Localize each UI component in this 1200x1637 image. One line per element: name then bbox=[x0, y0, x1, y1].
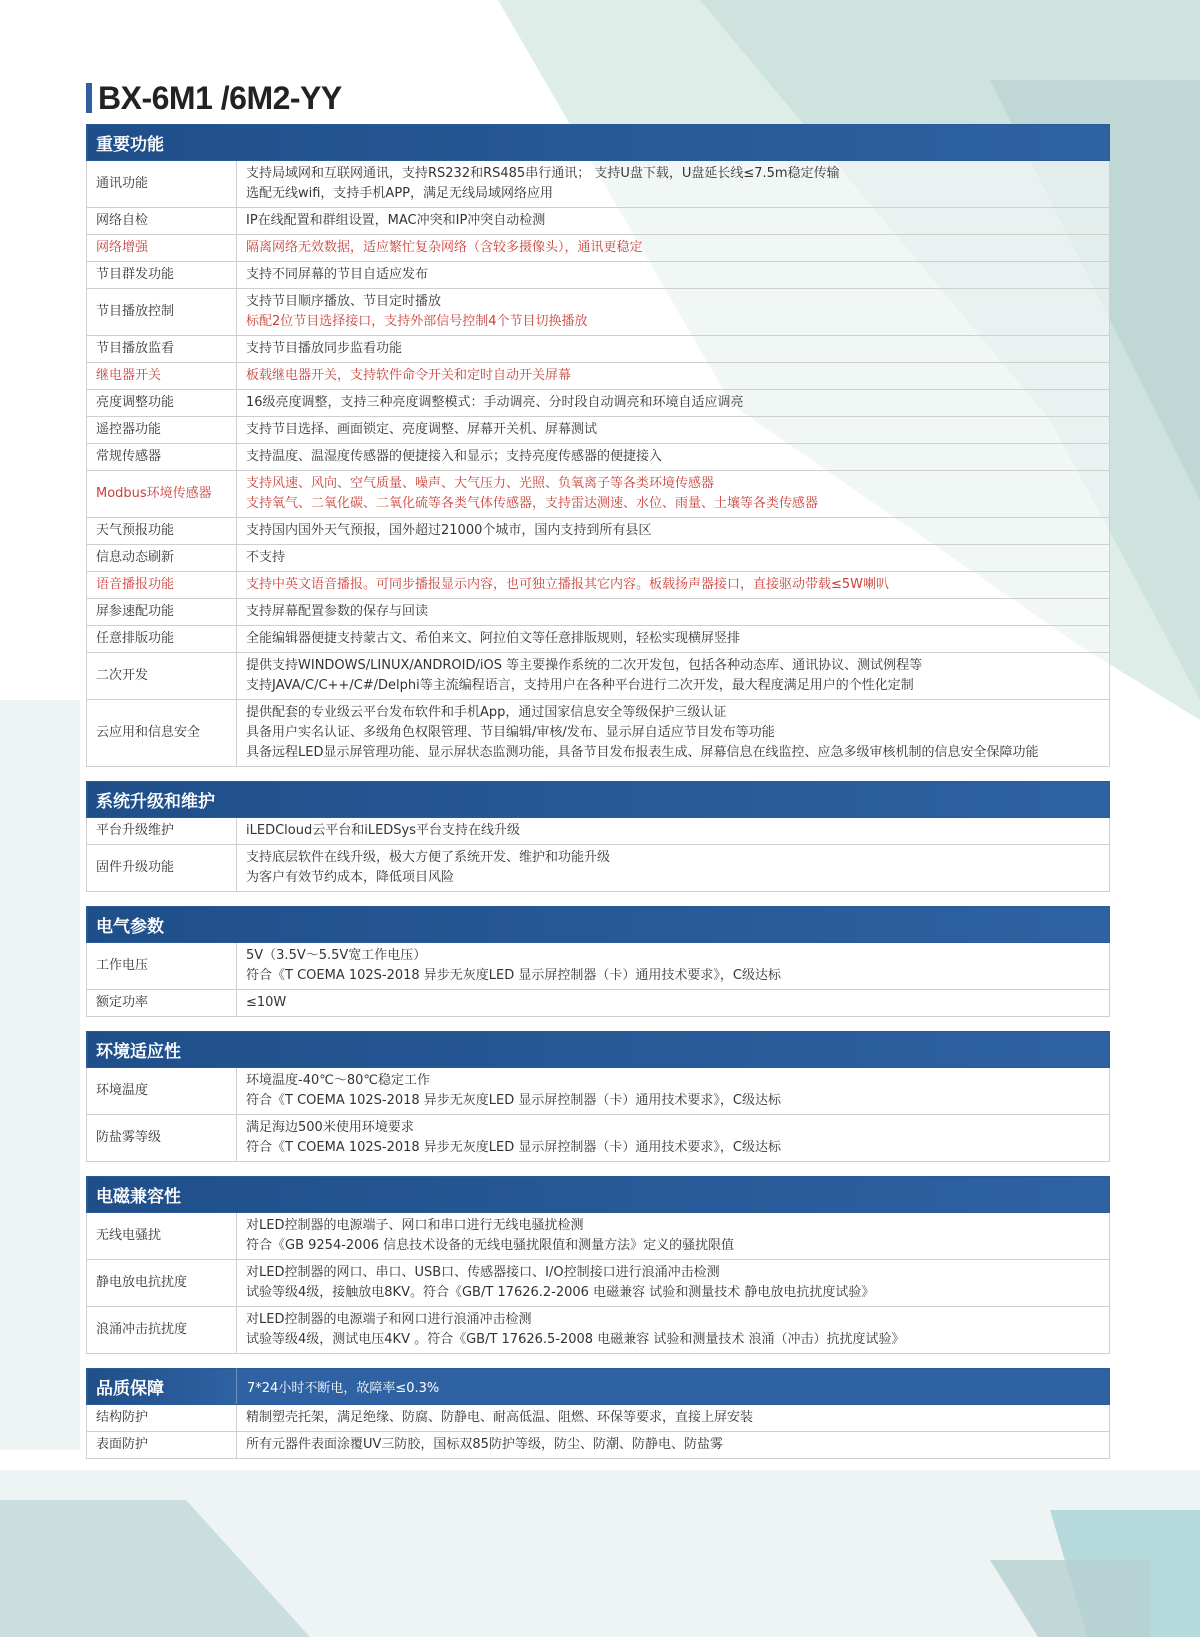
row-value bbox=[237, 845, 1110, 892]
value-line: 具备用户实名认证、多级角色权限管理、节目编辑/审核/发布、显示屏自适应节目发布等功能 bbox=[246, 725, 775, 740]
row-label: 固件升级功能 bbox=[87, 845, 237, 892]
row-value bbox=[237, 1405, 1110, 1432]
section-system-upgrade bbox=[86, 781, 1110, 892]
value-line: 符合《T COEMA 102S-2018 异步无灰度LED 显示屏控制器（卡）通用技术要求》，C级达标 bbox=[246, 968, 781, 983]
row-value bbox=[237, 599, 1110, 626]
row-label: 二次开发 bbox=[87, 653, 237, 700]
title-accent-bar bbox=[86, 83, 92, 113]
section-important-features bbox=[86, 124, 1110, 767]
value-line: 提供支持WINDOWS/LINUX/ANDROID/iOS 等主要操作系统的二次开发包，包括各种动态库、通讯协议、测试例程等 bbox=[246, 658, 923, 673]
section-heading: 电磁兼容性 bbox=[87, 1177, 1110, 1213]
value-line: 全能编辑器便捷支持蒙古文、希伯来文、阿拉伯文等任意排版规则，轻松实现横屏竖排 bbox=[246, 631, 741, 646]
row-value bbox=[237, 417, 1110, 444]
row-label: 亮度调整功能 bbox=[87, 390, 237, 417]
row-label: 继电器开关 bbox=[87, 363, 237, 390]
value-line: 板载继电器开关，支持软件命令开关和定时自动开关屏幕 bbox=[246, 368, 572, 383]
table-row bbox=[87, 700, 1110, 767]
table-row bbox=[87, 289, 1110, 336]
value-line: 对LED控制器的电源端子和网口进行浪涌冲击检测 bbox=[246, 1312, 532, 1327]
value-line: 支持国内国外天气预报，国外超过21000个城市，国内支持到所有县区 bbox=[246, 523, 652, 538]
section-heading: 环境适应性 bbox=[87, 1032, 1110, 1068]
row-value bbox=[237, 653, 1110, 700]
table-row bbox=[87, 545, 1110, 572]
row-label: 任意排版功能 bbox=[87, 626, 237, 653]
row-label: 节目播放监看 bbox=[87, 336, 237, 363]
value-line: 支持氧气、二氧化碳、二氧化硫等各类气体传感器，支持雷达测速、水位、雨量、土壤等各类传感器 bbox=[246, 496, 819, 511]
row-label: 遥控器功能 bbox=[87, 417, 237, 444]
section-heading: 重要功能 bbox=[87, 125, 1110, 161]
section-heading: 电气参数 bbox=[87, 907, 1110, 943]
value-line: 隔离网络无效数据，适应繁忙复杂网络（含较多摄像头），通讯更稳定 bbox=[246, 240, 643, 255]
value-line: 环境温度-40℃～80℃稳定工作 bbox=[246, 1073, 430, 1088]
row-value bbox=[237, 471, 1110, 518]
value-line: 所有元器件表面涂覆UV三防胶，国标双85防护等级，防尘、防潮、防静电、防盐雾 bbox=[246, 1437, 723, 1452]
value-line: 16级亮度调整，支持三种亮度调整模式：手动调亮、分时段自动调亮和环境自适应调亮 bbox=[246, 395, 744, 410]
row-value bbox=[237, 444, 1110, 471]
section-electrical bbox=[86, 906, 1110, 1017]
section-quality bbox=[86, 1368, 1110, 1459]
row-label: 防盐雾等级 bbox=[87, 1115, 237, 1162]
row-label: 常规传感器 bbox=[87, 444, 237, 471]
table-row bbox=[87, 208, 1110, 235]
row-label: 语音播报功能 bbox=[87, 572, 237, 599]
table-row bbox=[87, 444, 1110, 471]
table-row bbox=[87, 1307, 1110, 1354]
row-label: 平台升级维护 bbox=[87, 818, 237, 845]
row-value bbox=[237, 1432, 1110, 1459]
row-value bbox=[237, 289, 1110, 336]
table-row bbox=[87, 626, 1110, 653]
row-value bbox=[237, 336, 1110, 363]
table-row-highlight bbox=[87, 471, 1110, 518]
value-line: 对LED控制器的电源端子、网口和串口进行无线电骚扰检测 bbox=[246, 1218, 584, 1233]
value-line: 支持节目顺序播放、节目定时播放 bbox=[246, 294, 442, 309]
row-value bbox=[237, 1115, 1110, 1162]
row-label: 工作电压 bbox=[87, 943, 237, 990]
value-line: 支持局域网和互联网通讯，支持RS232和RS485串行通讯； 支持U盘下载，U盘延长线≤7.5m稳定传输 bbox=[246, 166, 840, 181]
row-label: 表面防护 bbox=[87, 1432, 237, 1459]
row-value bbox=[237, 572, 1110, 599]
row-value bbox=[237, 161, 1110, 208]
row-value bbox=[237, 700, 1110, 767]
value-line: 支持温度、温湿度传感器的便捷接入和显示；支持亮度传感器的便捷接入 bbox=[246, 449, 663, 464]
table-row bbox=[87, 1213, 1110, 1260]
value-line: 符合《T COEMA 102S-2018 异步无灰度LED 显示屏控制器（卡）通用技术要求》，C级达标 bbox=[246, 1093, 781, 1108]
row-label: 网络增强 bbox=[87, 235, 237, 262]
value-line: 选配无线wifi，支持手机APP，满足无线局域网络应用 bbox=[246, 186, 554, 201]
value-line: 不支持 bbox=[246, 550, 286, 565]
row-value bbox=[237, 1307, 1110, 1354]
table-row bbox=[87, 653, 1110, 700]
row-value bbox=[237, 208, 1110, 235]
value-line: 提供配套的专业级云平台发布软件和手机App，通过国家信息安全等级保护三级认证 bbox=[246, 705, 727, 720]
table-row bbox=[87, 262, 1110, 289]
value-line: IP在线配置和群组设置，MAC冲突和IP冲突自动检测 bbox=[246, 213, 546, 228]
row-label: 屏参速配功能 bbox=[87, 599, 237, 626]
value-line: 对LED控制器的网口、串口、USB口、传感器接口、I/O控制接口进行浪涌冲击检测 bbox=[246, 1265, 720, 1280]
value-line: 支持底层软件在线升级，极大方便了系统开发、维护和功能升级 bbox=[246, 850, 611, 865]
value-line: 满足海边500米使用环境要求 bbox=[246, 1120, 414, 1135]
row-label: 结构防护 bbox=[87, 1405, 237, 1432]
value-line: 符合《GB 9254-2006 信息技术设备的无线电骚扰限值和测量方法》定义的骚扰限值 bbox=[246, 1238, 735, 1253]
row-label: 无线电骚扰 bbox=[87, 1213, 237, 1260]
value-line: 具备远程LED显示屏管理功能、显示屏状态监测功能，具备节目发布报表生成、屏幕信息在线监控、应急多级审核机制的信息安全保障功能 bbox=[246, 745, 1039, 760]
value-line: 支持节目播放同步监看功能 bbox=[246, 341, 403, 356]
row-value bbox=[237, 1260, 1110, 1307]
row-label: 通讯功能 bbox=[87, 161, 237, 208]
section-environment bbox=[86, 1031, 1110, 1162]
table-row bbox=[87, 990, 1110, 1017]
row-label: 云应用和信息安全 bbox=[87, 700, 237, 767]
row-label: 浪涌冲击抗扰度 bbox=[87, 1307, 237, 1354]
section-heading-value: 7*24小时不断电，故障率≤0.3% bbox=[237, 1369, 1110, 1405]
table-row bbox=[87, 518, 1110, 545]
section-heading: 系统升级和维护 bbox=[87, 782, 1110, 818]
table-row-highlight bbox=[87, 572, 1110, 599]
row-label: 环境温度 bbox=[87, 1068, 237, 1115]
value-line: ≤10W bbox=[246, 995, 287, 1010]
row-label: 节目播放控制 bbox=[87, 289, 237, 336]
row-value bbox=[237, 545, 1110, 572]
table-row bbox=[87, 1260, 1110, 1307]
row-value bbox=[237, 818, 1110, 845]
value-line: 为客户有效节约成本，降低项目风险 bbox=[246, 870, 455, 885]
value-line: 5V（3.5V～5.5V宽工作电压） bbox=[246, 948, 427, 963]
row-value bbox=[237, 1213, 1110, 1260]
page-title: BX-6M1 /6M2-YY bbox=[98, 79, 342, 116]
row-label: 网络自检 bbox=[87, 208, 237, 235]
value-line: 支持节目选择、画面锁定、亮度调整、屏幕开关机、屏幕测试 bbox=[246, 422, 598, 437]
table-row bbox=[87, 1405, 1110, 1432]
table-row bbox=[87, 818, 1110, 845]
value-line: 支持不同屏幕的节目自适应发布 bbox=[246, 267, 429, 282]
row-value bbox=[237, 943, 1110, 990]
row-label: 额定功率 bbox=[87, 990, 237, 1017]
row-value bbox=[237, 626, 1110, 653]
value-line: 试验等级4级，测试电压4KV 。符合《GB/T 17626.5-2008 电磁兼容 试验和测量技术 浪涌（冲击）抗扰度试验》 bbox=[246, 1332, 905, 1347]
value-line: 试验等级4级，接触放电8KV。符合《GB/T 17626.2-2006 电磁兼容 试验和测量技术 静电放电抗扰度试验》 bbox=[246, 1285, 875, 1300]
row-value bbox=[237, 518, 1110, 545]
value-line: 支持中英文语音播报。可同步播报显示内容，也可独立播报其它内容。板载扬声器接口，直接驱动带载≤5W喇叭 bbox=[246, 577, 890, 592]
table-row bbox=[87, 1068, 1110, 1115]
value-line: 符合《T COEMA 102S-2018 异步无灰度LED 显示屏控制器（卡）通用技术要求》，C级达标 bbox=[246, 1140, 781, 1155]
row-label: 静电放电抗扰度 bbox=[87, 1260, 237, 1307]
table-row bbox=[87, 599, 1110, 626]
row-value bbox=[237, 390, 1110, 417]
value-line: 支持风速、风向、空气质量、噪声、大气压力、光照、负氧离子等各类环境传感器 bbox=[246, 476, 715, 491]
value-line: 支持屏幕配置参数的保存与回读 bbox=[246, 604, 429, 619]
row-value bbox=[237, 363, 1110, 390]
section-emc bbox=[86, 1176, 1110, 1354]
value-line: iLEDCloud云平台和iLEDSys平台支持在线升级 bbox=[246, 823, 521, 838]
page-title-block bbox=[86, 78, 1200, 118]
row-label: 节目群发功能 bbox=[87, 262, 237, 289]
table-row bbox=[87, 417, 1110, 444]
table-row bbox=[87, 390, 1110, 417]
table-row bbox=[87, 161, 1110, 208]
table-row-highlight bbox=[87, 363, 1110, 390]
table-row bbox=[87, 845, 1110, 892]
row-value bbox=[237, 990, 1110, 1017]
value-line: 支持JAVA/C/C++/C#/Delphi等主流编程语言，支持用户在各种平台进行二次开发，最大程度满足用户的个性化定制 bbox=[246, 678, 914, 693]
section-heading: 品质保障 bbox=[87, 1369, 237, 1405]
row-label: 天气预报功能 bbox=[87, 518, 237, 545]
row-value bbox=[237, 235, 1110, 262]
value-line-highlight: 标配2位节目选择接口，支持外部信号控制4个节目切换播放 bbox=[246, 314, 588, 329]
table-row bbox=[87, 943, 1110, 990]
table-row bbox=[87, 336, 1110, 363]
table-row bbox=[87, 1115, 1110, 1162]
table-row-highlight bbox=[87, 235, 1110, 262]
row-label: 信息动态刷新 bbox=[87, 545, 237, 572]
table-row bbox=[87, 1432, 1110, 1459]
row-value bbox=[237, 262, 1110, 289]
row-value bbox=[237, 1068, 1110, 1115]
value-line: 精制塑壳托架，满足绝缘、防腐、防静电、耐高低温、阻燃、环保等要求，直接上屏安装 bbox=[246, 1410, 754, 1425]
row-label: Modbus环境传感器 bbox=[87, 471, 237, 518]
